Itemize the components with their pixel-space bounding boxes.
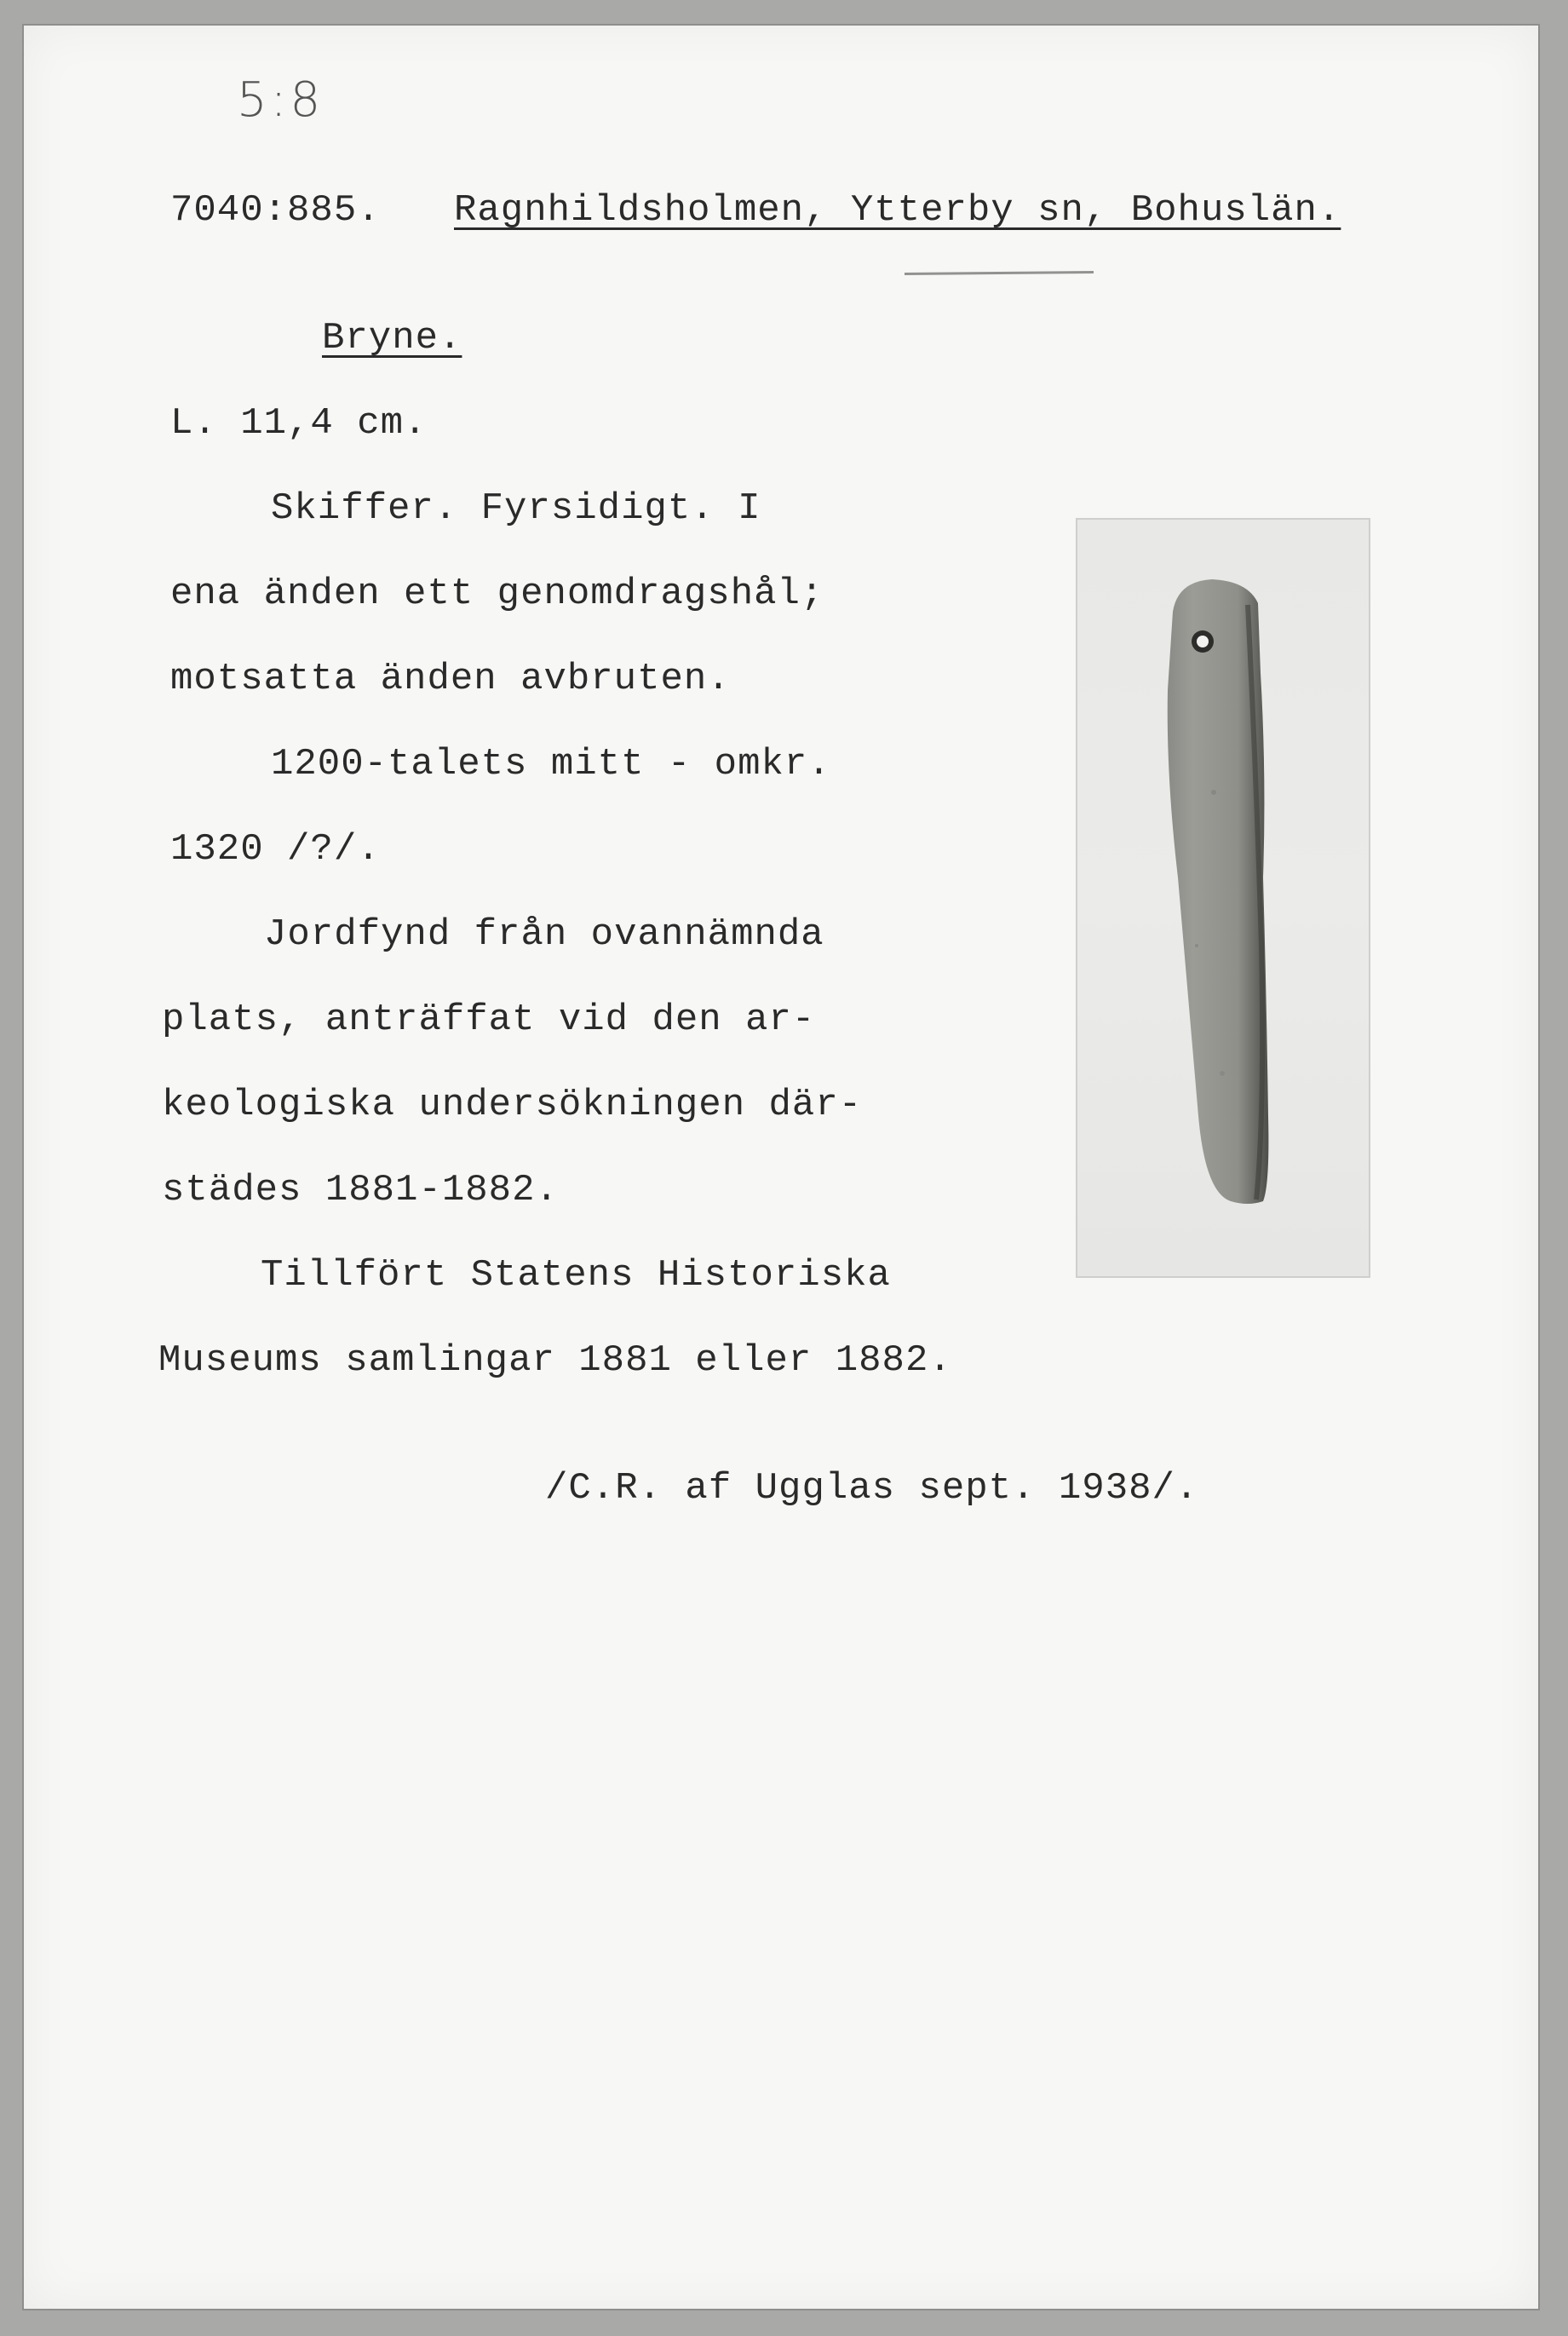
- handwritten-number: 5:8: [237, 72, 325, 128]
- object-photo: [1076, 518, 1370, 1278]
- dating-line-2: 1320 /?/.: [170, 828, 381, 871]
- dating-line-1: 1200-talets mitt - omkr.: [271, 743, 831, 785]
- catalog-number: 7040:885.: [170, 189, 381, 232]
- description-line-3: motsatta änden avbruten.: [170, 658, 731, 700]
- find-line-3: keologiska undersökningen där-: [162, 1084, 863, 1126]
- object-title: Bryne.: [322, 317, 462, 360]
- provenance-line-2: Museums samlingar 1881 eller 1882.: [158, 1339, 952, 1382]
- catalog-card: [24, 26, 1538, 2309]
- find-line-1: Jordfynd från ovannämnda: [264, 913, 824, 956]
- provenance-line-1: Tillfört Statens Historiska: [261, 1254, 891, 1297]
- find-location: Ragnhildsholmen, Ytterby sn, Bohuslän.: [454, 189, 1341, 232]
- cataloguer-signature: /C.R. af Ugglas sept. 1938/.: [545, 1467, 1199, 1510]
- pencil-underline: [905, 271, 1094, 275]
- find-line-4: städes 1881-1882.: [162, 1169, 559, 1211]
- whetstone-image: [1077, 520, 1369, 1276]
- description-line-1: Skiffer. Fyrsidigt. I: [271, 487, 761, 530]
- find-line-2: plats, anträffat vid den ar-: [162, 998, 816, 1041]
- object-length: L. 11,4 cm.: [170, 402, 428, 445]
- description-line-2: ena änden ett genomdragshål;: [170, 572, 824, 615]
